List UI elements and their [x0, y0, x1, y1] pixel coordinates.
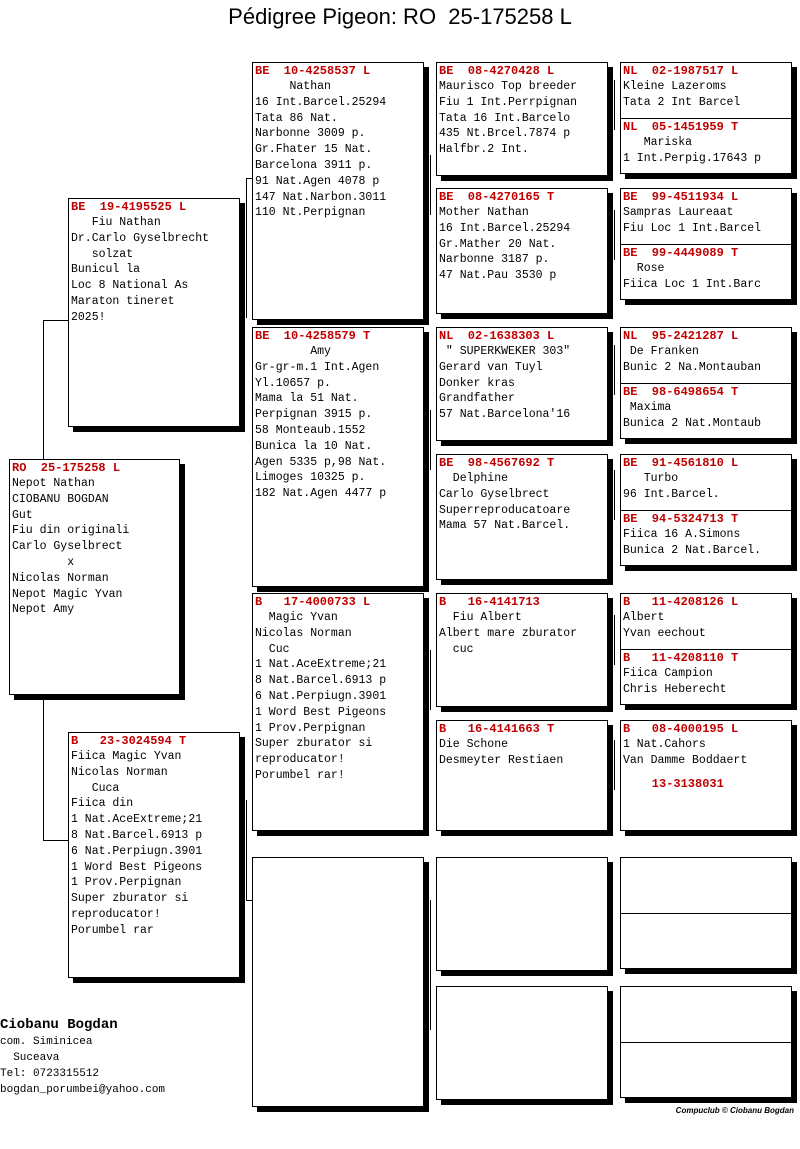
gen4-notes [621, 527, 791, 559]
ring-number: BE 98-6498654 T [623, 385, 739, 399]
ggp-notes [437, 737, 607, 769]
ring-number: BE 19-4195525 L [71, 200, 187, 214]
text-line: Chris Heberecht [623, 682, 727, 696]
text-line: 1 Nat.Cahors [623, 738, 706, 751]
grandmother-paternal-notes [253, 344, 423, 502]
ring-number: NL 05-1451959 T [623, 120, 739, 134]
connector-line [43, 700, 44, 840]
great-grandparent-card [436, 327, 608, 441]
text-line: Nepot Magic Yvan [12, 587, 123, 601]
text-line: reproducator! [71, 907, 161, 921]
subject-pigeon-card [9, 459, 180, 695]
text-line: 182 Nat.Agen 4477 p [255, 487, 387, 501]
grandmother-paternal-card [252, 327, 424, 587]
connector-line [43, 320, 44, 460]
connector-line [43, 320, 68, 321]
text-line: Nicolas Norman [255, 626, 352, 640]
text-line: Nepot Nathan [12, 477, 95, 490]
text-line: Fiu din originali [12, 524, 130, 538]
gen4-notes [621, 471, 791, 503]
great-grandparent-card [436, 454, 608, 580]
text-line: Bunica 2 Nat.Montaub [623, 416, 762, 430]
connector-line [430, 155, 431, 215]
text-line: Tata 2 Int Barcel [623, 95, 741, 109]
ggp-notes [437, 205, 607, 284]
text-line: Mother Nathan [439, 206, 529, 219]
text-line: Tel: 0723315512 [0, 1068, 100, 1080]
text-line: Maraton tineret [71, 294, 175, 308]
text-line: 47 Nat.Pau 3530 p [439, 269, 557, 283]
ggp-notes [437, 344, 607, 423]
text-line: Rose [623, 262, 665, 275]
text-line: Bunica 2 Nat.Barcel. [623, 543, 762, 557]
text-line: Porumbel rar! [255, 768, 345, 782]
ring-number: BE 08-4270428 L [439, 64, 555, 78]
gen4-notes [621, 205, 791, 237]
text-line: Carlo Gyselbrect [439, 487, 550, 501]
connector-line [614, 80, 615, 130]
ggp-notes [437, 471, 607, 534]
text-line: Narbonne 3187 p. [439, 253, 550, 267]
ring-number: NL 02-1638303 L [439, 329, 555, 343]
connector-line [614, 210, 615, 260]
gen4-pair-card [620, 720, 792, 831]
connector-line [246, 178, 247, 318]
gen4-pair-card-empty [620, 857, 792, 969]
gen4-notes [621, 610, 791, 642]
grandmother-maternal-card-empty [252, 857, 424, 1107]
text-line: Tata 86 Nat. [255, 111, 338, 125]
text-line: Fiica Loc 1 Int.Barc [623, 277, 762, 291]
gen4-pair-card-empty [620, 986, 792, 1098]
gen4-notes [621, 737, 791, 769]
ggp-notes [437, 79, 607, 158]
text-line: Super zburator si [255, 737, 373, 751]
gen4-sub-card [621, 510, 791, 559]
text-line: Loc 8 National As [71, 279, 189, 293]
gen4-sub-card-empty [621, 913, 791, 968]
text-line: cuc [439, 642, 474, 656]
text-line: Mariska [623, 136, 693, 149]
ring-number: B 11-4208126 L [623, 595, 739, 609]
ring-number: BE 99-4511934 L [623, 190, 739, 204]
text-line: Porumbel rar [71, 923, 154, 937]
gen4-sub-card-empty [621, 1042, 791, 1097]
text-line: Van Damme Boddaert [623, 753, 748, 767]
text-line: Carlo Gyselbrect [12, 540, 123, 554]
ring-number: BE 10-4258579 T [255, 329, 371, 343]
ring-number: B 08-4000195 L [623, 722, 739, 736]
text-line: 6 Nat.Perpiugn.3901 [255, 689, 387, 703]
text-line: Sampras Laureaat [623, 206, 734, 219]
gen4-notes [621, 666, 791, 698]
text-line: Yvan eechout [623, 626, 706, 640]
ring-number: B 11-4208110 T [623, 651, 739, 665]
text-line: Fiu Nathan [71, 216, 161, 229]
text-line: Fiu Loc 1 Int.Barcel [623, 221, 762, 235]
connector-line [614, 740, 615, 790]
text-line: Albert mare zburator [439, 626, 578, 640]
connector-line [430, 410, 431, 470]
ring-number: B 16-4141713 [439, 595, 540, 609]
ring-number: NL 95-2421287 L [623, 329, 739, 343]
text-line: Cuc [255, 642, 290, 656]
connector-line [614, 615, 615, 665]
connector-line [614, 345, 615, 395]
text-line: Tata 16 Int.Barcelo [439, 111, 571, 125]
connector-line [430, 650, 431, 710]
great-grandparent-card [436, 188, 608, 314]
great-grandparent-card-empty [436, 986, 608, 1100]
text-line: Bunic 2 Na.Montauban [623, 360, 762, 374]
gen4-sub-card [621, 776, 791, 792]
text-line: 1 Int.Perpig.17643 p [623, 151, 762, 165]
text-line: Suceava [0, 1052, 60, 1064]
text-line: Cuca [71, 781, 120, 795]
text-line: Maxima [623, 401, 672, 414]
text-line: Gr-gr-m.1 Int.Agen [255, 360, 380, 374]
owner-block [0, 1016, 165, 1098]
text-line: Nicolas Norman [12, 571, 109, 585]
ring-number: BE 94-5324713 T [623, 512, 739, 526]
text-line: Nepot Amy [12, 603, 75, 617]
text-line: 110 Nt.Perpignan [255, 206, 366, 220]
text-line: Grandfather [439, 392, 515, 406]
text-line: CIOBANU BOGDAN [12, 492, 109, 506]
ring-number: RO 25-175258 L [12, 461, 121, 475]
text-line: Gerard van Tuyl [439, 360, 543, 374]
text-line: 1 Nat.AceExtreme;21 [71, 813, 203, 827]
text-line: Nathan [255, 80, 331, 93]
text-line: 1 Nat.AceExtreme;21 [255, 658, 387, 672]
text-line: Narbonne 3009 p. [255, 127, 366, 141]
text-line: Kleine Lazeroms [623, 80, 727, 93]
subject-notes [10, 476, 179, 618]
ring-number: BE 98-4567692 T [439, 456, 555, 470]
text-line: Fiu Albert [439, 611, 522, 624]
text-line: solzat [71, 247, 134, 261]
gen4-sub-card [621, 244, 791, 293]
text-line: Fiica Campion [623, 667, 713, 680]
text-line: Die Schone [439, 738, 509, 751]
connector-line [614, 470, 615, 520]
ring-number: B 23-3024594 T [71, 734, 187, 748]
great-grandparent-card-empty [436, 857, 608, 971]
text-line: com. Siminicea [0, 1036, 93, 1048]
text-line: bogdan_porumbei@yahoo.com [0, 1084, 166, 1096]
text-line: 1 Word Best Pigeons [71, 860, 203, 874]
connector-line [43, 840, 68, 841]
text-line: Super zburator si [71, 892, 189, 906]
ring-number: BE 91-4561810 L [623, 456, 739, 470]
gen4-notes [621, 135, 791, 167]
father-notes [69, 215, 239, 326]
gen4-notes [621, 344, 791, 376]
text-line: Turbo [623, 472, 679, 485]
text-line: Fiu 1 Int.Perrpignan [439, 95, 578, 109]
text-line: Agen 5335 p,98 Nat. [255, 455, 387, 469]
great-grandparent-card [436, 593, 608, 707]
text-line: Halfbr.2 Int. [439, 143, 529, 157]
gen4-pair-card [620, 188, 792, 300]
text-line: Donker kras [439, 376, 515, 390]
text-line: 8 Nat.Barcel.6913 p [255, 674, 387, 688]
text-line: 16 Int.Barcel.25294 [439, 221, 571, 235]
connector-line [246, 800, 247, 900]
text-line: Mama la 51 Nat. [255, 392, 359, 406]
text-line: Mama 57 Nat.Barcel. [439, 519, 571, 533]
text-line: Desmeyter Restiaen [439, 753, 564, 767]
ring-number: BE 99-4449089 T [623, 246, 739, 260]
text-line: Delphine [439, 472, 509, 485]
text-line: Magic Yvan [255, 611, 338, 624]
mother-notes [69, 749, 239, 939]
text-line: Bunica la 10 Nat. [255, 439, 373, 453]
text-line: 16 Int.Barcel.25294 [255, 95, 387, 109]
text-line: Gr.Mather 20 Nat. [439, 237, 557, 251]
text-line: Perpignan 3915 p. [255, 408, 373, 422]
text-line: Albert [623, 611, 665, 624]
mother-card [68, 732, 240, 978]
text-line: 91 Nat.Agen 4078 p [255, 174, 380, 188]
ring-number: BE 08-4270165 T [439, 190, 555, 204]
text-line: 1 Prov.Perpignan [255, 721, 366, 735]
grandfather-maternal-card [252, 593, 424, 831]
owner-contact [0, 1034, 165, 1098]
text-line: Barcelona 3911 p. [255, 158, 373, 172]
text-line: Gr.Fhater 15 Nat. [255, 143, 373, 157]
ggp-notes [437, 610, 607, 657]
gen4-sub-card [621, 383, 791, 432]
connector-line [430, 900, 431, 1030]
gen4-notes [621, 79, 791, 111]
text-line: Yl.10657 p. [255, 376, 331, 390]
text-line: 6 Nat.Perpiugn.3901 [71, 844, 203, 858]
text-line: Superreproducatoare [439, 503, 571, 517]
text-line: De Franken [623, 345, 699, 358]
text-line: 435 Nt.Brcel.7874 p [439, 127, 571, 141]
text-line: Fiica Magic Yvan [71, 750, 182, 763]
text-line: Fiica din [71, 797, 134, 811]
ring-number: NL 02-1987517 L [623, 64, 739, 78]
grandfather-maternal-notes [253, 610, 423, 784]
gen4-sub-card [621, 649, 791, 698]
text-line: 1 Word Best Pigeons [255, 705, 387, 719]
text-line: Maurisco Top breeder [439, 80, 578, 93]
text-line: 1 Prov.Perpignan [71, 876, 182, 890]
software-credit: Compuclub © Ciobanu Bogdan [675, 1106, 794, 1115]
text-line: 58 Monteaub.1552 [255, 423, 366, 437]
text-line: Amy [255, 345, 331, 358]
text-line: 2025! [71, 310, 106, 324]
gen4-pair-card [620, 62, 792, 174]
text-line: 57 Nat.Barcelona'16 [439, 408, 571, 422]
text-line: Fiica 16 A.Simons [623, 528, 741, 541]
father-card [68, 198, 240, 427]
gen4-sub-card [621, 118, 791, 167]
owner-name: Ciobanu Bogdan [0, 1017, 118, 1033]
text-line: Dr.Carlo Gyselbrecht [71, 231, 210, 245]
ring-number: B 16-4141663 T [439, 722, 555, 736]
text-line: reproducator! [255, 753, 345, 767]
text-line: 147 Nat.Narbon.3011 [255, 190, 387, 204]
ring-number: BE 10-4258537 L [255, 64, 371, 78]
text-line: 8 Nat.Barcel.6913 p [71, 828, 203, 842]
gen4-pair-card [620, 593, 792, 705]
text-line: Gut [12, 508, 33, 522]
gen4-notes [621, 261, 791, 293]
text-line: x [12, 555, 75, 569]
text-line: " SUPERKWEKER 303" [439, 345, 571, 358]
pedigree-title: Pédigree Pigeon: RO 25-175258 L [228, 4, 572, 29]
gen4-pair-card [620, 454, 792, 566]
great-grandparent-card [436, 62, 608, 176]
ring-number: B 17-4000733 L [255, 595, 371, 609]
gen4-notes [621, 400, 791, 432]
great-grandparent-card [436, 720, 608, 831]
gen4-pair-card [620, 327, 792, 439]
grandfather-paternal-card [252, 62, 424, 320]
text-line: Bunicul la [71, 263, 141, 277]
text-line: Limoges 10325 p. [255, 471, 366, 485]
grandfather-paternal-notes [253, 79, 423, 221]
ring-number: 13-3138031 [623, 777, 724, 791]
text-line: Nicolas Norman [71, 765, 168, 779]
text-line: 96 Int.Barcel. [623, 487, 720, 501]
